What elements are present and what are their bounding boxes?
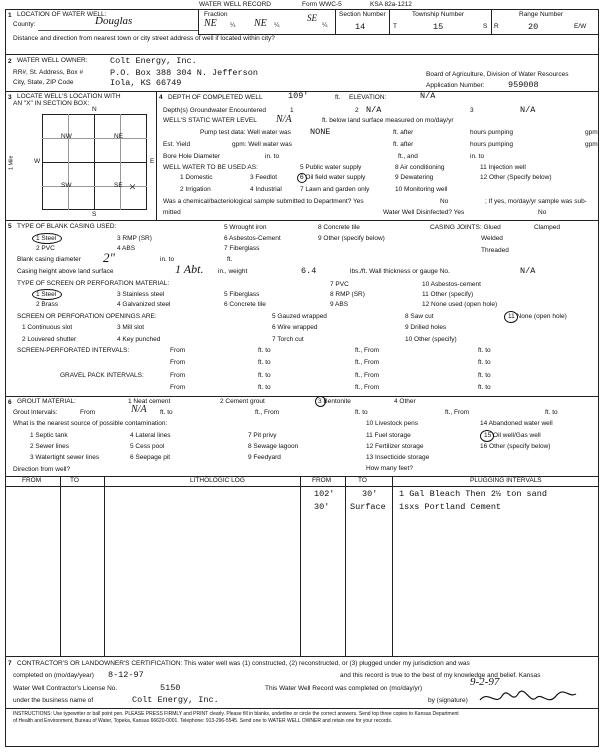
- board-text: Board of Agriculture, Division of Water Resources: [426, 71, 569, 78]
- use-other[interactable]: 12 Other (Specify below): [480, 174, 552, 181]
- business-value[interactable]: Colt Energy, Inc.: [132, 695, 219, 705]
- lithologic-header: LITHOLOGIC LOG: [190, 477, 245, 484]
- weight-label: in., weight: [218, 268, 248, 275]
- ft-to: ft. to: [478, 372, 491, 379]
- contamination-label: What is the nearest source of possible contamination:: [13, 420, 168, 427]
- ft-to: ft. to: [545, 409, 558, 416]
- form-number: Form WWC-5: [302, 1, 342, 8]
- south-label: S: [92, 211, 97, 218]
- contam-feedyard[interactable]: 9 Feedyard: [248, 454, 281, 461]
- diameter-label: Blank casing diameter: [17, 256, 81, 263]
- mitted: mitted: [163, 209, 181, 216]
- section-2-number: 2: [8, 58, 12, 65]
- screen-stainless[interactable]: 3 Stainless steel: [117, 291, 165, 298]
- ft-label: ft.: [335, 94, 341, 101]
- use-injection[interactable]: 11 Injection well: [480, 164, 526, 171]
- address-value[interactable]: P.O. Box 388 304 N. Jefferson: [110, 68, 258, 78]
- in-to: in. to: [470, 153, 485, 160]
- signature[interactable]: [478, 688, 578, 708]
- use-irrigation[interactable]: 2 Irrigation: [180, 186, 211, 193]
- contam-privy[interactable]: 7 Pit privy: [248, 432, 277, 439]
- east-label: E: [150, 158, 155, 165]
- lbs-label: lbs./ft. Wall thickness or gauge No.: [350, 268, 450, 275]
- owner-value[interactable]: Colt Energy, Inc.: [110, 56, 197, 66]
- opening-continuous[interactable]: 1 Continuous slot: [22, 324, 73, 331]
- opening-gauzed[interactable]: 5 Gauzed wrapped: [272, 313, 327, 320]
- plug-row-1-to[interactable]: 30': [362, 489, 378, 499]
- record-date-value[interactable]: 9-2-97: [470, 676, 500, 688]
- contam-cess[interactable]: 5 Cess pool: [130, 443, 165, 450]
- plug-from-header: FROM: [312, 477, 332, 484]
- ft-to: ft. to: [355, 409, 368, 416]
- use-oilfield-circle: [297, 173, 307, 183]
- quarter-mark: ¼: [322, 22, 328, 29]
- use-feedlot[interactable]: 3 Feedlot: [250, 174, 278, 181]
- opening-drilled[interactable]: 9 Drilled holes: [405, 324, 447, 331]
- casing-other[interactable]: 9 Other (specify below): [318, 235, 385, 242]
- range-label: Range Number: [519, 11, 564, 18]
- use-lawn[interactable]: 7 Lawn and garden only: [300, 186, 370, 193]
- ft-from: ft., From: [355, 372, 380, 379]
- depth-value[interactable]: 109': [288, 91, 309, 101]
- township-value[interactable]: 15: [433, 22, 444, 32]
- city-value[interactable]: Iola, KS 66749: [110, 78, 182, 88]
- use-air[interactable]: 8 Air conditioning: [395, 164, 445, 171]
- plugging-header: PLUGGING INTERVALS: [470, 477, 542, 484]
- grout-bentonite-circle: [315, 396, 326, 407]
- plug-row-1-text[interactable]: 1 Gal Bleach Then 2½ ton sand: [399, 489, 547, 499]
- opening-wire[interactable]: 6 Wire wrapped: [272, 324, 318, 331]
- groundwater-label: Depth(s) Groundwater Encountered: [163, 107, 266, 114]
- elevation-value[interactable]: N/A: [420, 91, 436, 101]
- gw-3: 3: [470, 107, 474, 114]
- signature-label: by (signature): [428, 697, 468, 704]
- application-label: Application Number:: [426, 82, 485, 89]
- nw-label: NW: [61, 133, 72, 140]
- use-dewatering[interactable]: 9 Dewatering: [395, 174, 434, 181]
- township-t: T: [393, 23, 397, 30]
- contam-fuel[interactable]: 11 Fuel storage: [366, 432, 411, 439]
- ft-and: ft., and: [398, 153, 418, 160]
- well-x-mark[interactable]: ×: [128, 179, 137, 194]
- contam-septic[interactable]: 1 Septic tank: [30, 432, 68, 439]
- quarter-mark: ¼: [274, 22, 280, 29]
- fraction-q3[interactable]: SE: [307, 13, 317, 23]
- mile-label: 1 Mile: [8, 155, 15, 171]
- chem-no[interactable]: No: [440, 198, 449, 205]
- township-label: Township Number: [412, 11, 465, 18]
- use-domestic[interactable]: 1 Domestic: [180, 174, 213, 181]
- use-oilfield[interactable]: 6 Oil field water supply: [300, 174, 366, 181]
- opening-none-circle: [504, 311, 518, 323]
- screen-asbestos[interactable]: 10 Asbestos-cement: [422, 281, 481, 288]
- plug-row-2-to[interactable]: Surface: [350, 502, 386, 512]
- grout-intervals-label: Grout Intervals:: [13, 409, 58, 416]
- ft-from: ft., From: [445, 409, 470, 416]
- ft-from: ft., From: [355, 384, 380, 391]
- screen-rmp[interactable]: 8 RMP (SR): [330, 291, 365, 298]
- grout-other[interactable]: 4 Other: [394, 398, 416, 405]
- range-ew: E/W: [574, 23, 587, 30]
- diameter-value[interactable]: 2": [103, 250, 115, 265]
- and-record-text: and this record is true to the best of my knowledge and belief. Kansas: [340, 672, 541, 679]
- county-value[interactable]: Douglas: [95, 15, 133, 27]
- section-6-number: 6: [8, 399, 12, 406]
- in-to: in. to: [265, 153, 280, 160]
- grout-cement[interactable]: 2 Cement grout: [220, 398, 265, 405]
- from: From: [170, 384, 186, 391]
- casing-pvc[interactable]: 2 PVC: [36, 245, 55, 252]
- screen-label: TYPE OF SCREEN OR PERFORATION MATERIAL:: [17, 280, 170, 287]
- range-value[interactable]: 20: [528, 22, 539, 32]
- opening-torch[interactable]: 7 Torch cut: [272, 336, 304, 343]
- license-value[interactable]: 5150: [160, 683, 181, 693]
- casing-concrete[interactable]: 8 Concrete tile: [318, 224, 360, 231]
- plug-to-header: TO: [358, 477, 367, 484]
- owner-label: WATER WELL OWNER:: [17, 57, 88, 64]
- fraction-label: Fraction: [204, 11, 228, 18]
- disinfected-no[interactable]: No: [538, 209, 547, 216]
- locate-title: LOCATE WELL'S LOCATION WITH: [17, 93, 121, 100]
- ne-label: NE: [114, 133, 124, 140]
- contam-oilgas-circle: [480, 430, 494, 442]
- certification-text: CONTRACTOR'S OR LANDOWNER'S CERTIFICATION: This water well was (1) constructed, (2) reconstructed, or (3) plugged under my jurisdiction and was: [17, 660, 470, 667]
- screen-fiberglass[interactable]: 5 Fiberglass: [224, 291, 260, 298]
- distance-question: Distance and direction from nearest town or city street address of well if located within city?: [13, 35, 275, 42]
- yield-gpm: gpm: Well water was: [232, 141, 292, 148]
- west-label: W: [34, 158, 41, 165]
- chem-sample: Was a chemical/bacteriological sample submitted to Department? Yes: [163, 198, 364, 205]
- direction-label: Direction from well?: [13, 466, 71, 473]
- how-many-feet: How many feet?: [366, 465, 413, 472]
- opening-saw[interactable]: 8 Saw cut: [405, 313, 434, 320]
- address-label: RR#, St. Address, Box #: [13, 69, 84, 76]
- grout-label: GROUT MATERIAL:: [17, 398, 76, 405]
- contam-fertilizer[interactable]: 12 Fertilizer storage: [366, 443, 424, 450]
- log-to-header: TO: [70, 477, 79, 484]
- casing-abs[interactable]: 4 ABS: [117, 245, 136, 252]
- contam-lateral[interactable]: 4 Lateral lines: [130, 432, 171, 439]
- use-monitoring[interactable]: 10 Monitoring well: [395, 186, 448, 193]
- ft-to: ft. to: [258, 359, 271, 366]
- use-label: WELL WATER TO BE USED AS:: [163, 164, 258, 171]
- section-7-number: 7: [8, 660, 12, 667]
- openings-label: SCREEN OR PERFORATION OPENINGS ARE:: [17, 313, 157, 320]
- after-label: ft. after: [393, 129, 414, 136]
- ft-to: ft. to: [478, 384, 491, 391]
- pump-test-value[interactable]: NONE: [310, 127, 331, 137]
- fraction-q2[interactable]: NE: [254, 18, 267, 29]
- instructions-line-2: of Health and Environment, Bureau of Water, Topeka, Kansas 66620-0001. Telephone: 913-296-5545. Send one to WATER WELL OWNER and retain one for your records.: [13, 718, 393, 724]
- hours-label: hours pumping: [470, 141, 513, 148]
- sample-date: ; If yes, mo/day/yr sample was sub-: [485, 198, 587, 205]
- license-label: Water Well Contractor's License No.: [13, 685, 118, 692]
- plug-row-2-text[interactable]: 1sxs Portland Cement: [399, 502, 502, 512]
- bore-label: Bore Hole Diameter: [163, 153, 221, 160]
- record-completed-text: This Water Well Record was completed on (mo/day/yr): [265, 685, 423, 692]
- se-label: SE: [114, 182, 123, 189]
- joint-clamped[interactable]: Clamped: [534, 224, 561, 231]
- screen-steel[interactable]: 1 Steel: [36, 291, 57, 298]
- joint-welded[interactable]: Welded: [481, 235, 503, 242]
- ft-to: ft. to: [258, 372, 271, 379]
- opening-none[interactable]: 11 None (open hole): [508, 313, 567, 320]
- gw3-value[interactable]: N/A: [520, 105, 536, 115]
- yield-label: Est. Yield: [163, 141, 191, 148]
- location-label: LOCATION OF WATER WELL:: [17, 11, 107, 18]
- ft-label: ft.: [227, 256, 233, 263]
- gw-2: 2: [355, 107, 359, 114]
- contam-sewer[interactable]: 2 Sewer lines: [30, 443, 70, 450]
- ft-from: ft., From: [355, 347, 380, 354]
- completed-label: completed on (mo/day/year): [13, 672, 94, 679]
- from: From: [170, 347, 186, 354]
- contam-watertight[interactable]: 3 Watertight sewer lines: [30, 454, 100, 461]
- north-label: N: [92, 106, 97, 113]
- screen-pvc[interactable]: 7 PVC: [330, 281, 349, 288]
- gpm-label: gpm: [585, 141, 598, 148]
- screen-brass[interactable]: 2 Brass: [36, 301, 59, 308]
- instructions-line-1: INSTRUCTIONS: Use typewriter or ball point pen. PLEASE PRESS FIRMLY and PRINT clearly. Please fill in blanks, underline or circle the correct answers. Send top three copies to Kansas Department: [13, 711, 459, 717]
- contam-other[interactable]: 16 Other (specify below): [480, 443, 551, 450]
- contam-lagoon[interactable]: 8 Sewage lagoon: [248, 443, 299, 450]
- in-to: in. to: [160, 256, 175, 263]
- opening-other[interactable]: 10 Other (specify): [405, 336, 457, 343]
- plug-row-2-from[interactable]: 30': [314, 502, 330, 512]
- ksa-number: KSA 82a-1212: [370, 1, 412, 8]
- screen-none[interactable]: 12 None used (open hole): [422, 301, 498, 308]
- casing-rmp[interactable]: 3 RMP (SR): [117, 235, 152, 242]
- grout-interval-value[interactable]: N/A: [131, 404, 147, 415]
- section-5-number: 5: [8, 223, 12, 230]
- casing-label: TYPE OF BLANK CASING USED:: [17, 223, 117, 230]
- opening-key[interactable]: 4 Key punched: [117, 336, 161, 343]
- contam-oilgas[interactable]: 15 Oil well/Gas well: [484, 432, 541, 439]
- ft-from: ft., From: [355, 359, 380, 366]
- gravel-intervals-label: GRAVEL PACK INTERVALS:: [60, 372, 144, 379]
- gpm-label: gpm: [585, 129, 598, 136]
- range-r: R: [494, 23, 499, 30]
- grout-neat[interactable]: 1 Neat cement: [128, 398, 171, 405]
- from: From: [80, 409, 96, 416]
- gw2-value[interactable]: N/A: [366, 105, 382, 115]
- quarter-mark: ¼: [230, 22, 236, 29]
- contam-seepage[interactable]: 6 Seepage pit: [130, 454, 171, 461]
- static-level-label: WELL'S STATIC WATER LEVEL: [163, 117, 257, 124]
- screen-galvanized[interactable]: 4 Galvanized steel: [117, 301, 171, 308]
- casing-joints: CASING JOINTS: Glued: [430, 224, 501, 231]
- screen-other[interactable]: 11 Other (specify): [422, 291, 474, 298]
- elevation-label: ELEVATION:: [349, 94, 387, 101]
- height-label: Casing height above land surface: [17, 268, 114, 275]
- ft-to: ft. to: [478, 347, 491, 354]
- log-from-header: FROM: [22, 477, 42, 484]
- casing-fiberglass[interactable]: 7 Fiberglass: [224, 245, 260, 252]
- contam-insecticide[interactable]: 13 Insecticide storage: [366, 454, 430, 461]
- gauge-value[interactable]: N/A: [520, 266, 536, 276]
- weight-value[interactable]: 6.4: [301, 266, 317, 276]
- form-title: WATER WELL RECORD: [199, 1, 271, 8]
- section-4-number: 4: [159, 94, 163, 101]
- ft-to: ft. to: [258, 347, 271, 354]
- ft-to: ft. to: [258, 384, 271, 391]
- use-industrial[interactable]: 4 Industrial: [250, 186, 282, 193]
- opening-louvered[interactable]: 2 Louvered shutter: [22, 336, 77, 343]
- plug-row-1-from[interactable]: 102': [314, 489, 335, 499]
- township-s: S: [483, 23, 488, 30]
- city-label: City, State, ZIP Code: [13, 79, 74, 86]
- gw-1: 1: [290, 107, 294, 114]
- fraction-q1[interactable]: NE: [204, 18, 217, 29]
- section-number-value[interactable]: 14: [355, 22, 366, 32]
- use-public[interactable]: 5 Public water supply: [300, 164, 362, 171]
- section-3-number: 3: [8, 94, 12, 101]
- ft-to: ft. to: [478, 359, 491, 366]
- county-label: County:: [13, 21, 36, 28]
- depth-label: DEPTH OF COMPLETED WELL: [168, 94, 263, 101]
- application-value[interactable]: 959008: [508, 80, 539, 90]
- ft-to: ft. to: [160, 409, 173, 416]
- contam-abandoned[interactable]: 14 Abandoned water well: [480, 420, 553, 427]
- opening-mill[interactable]: 3 Mill slot: [117, 324, 145, 331]
- static-level-value[interactable]: N/A: [276, 114, 292, 125]
- static-rest: ft. below land surface measured on mo/day/yr: [322, 117, 454, 124]
- screen-intervals-label: SCREEN-PERFORATED INTERVALS:: [17, 347, 130, 354]
- height-value[interactable]: 1 Abt.: [175, 262, 204, 276]
- completed-value[interactable]: 8-12-97: [108, 670, 144, 680]
- sw-label: SW: [61, 182, 72, 189]
- joint-threaded[interactable]: Threaded: [481, 247, 509, 254]
- from: From: [170, 372, 186, 379]
- screen-concrete[interactable]: 6 Concrete tile: [224, 301, 266, 308]
- casing-asbestos[interactable]: 6 Asbestos-Cement: [224, 235, 281, 242]
- section-1-number: 1: [8, 12, 12, 19]
- business-label: under the business name of: [13, 697, 94, 704]
- screen-abs[interactable]: 9 ABS: [330, 301, 349, 308]
- disinfected: Water Well Disinfected? Yes: [383, 209, 465, 216]
- section-number-label: Section Number: [339, 11, 386, 18]
- pump-test-label: Pump test data: Well water was: [200, 129, 291, 136]
- screen-steel-circle: [32, 289, 62, 300]
- hours-label: hours pumping: [470, 129, 513, 136]
- from: From: [170, 359, 186, 366]
- casing-steel[interactable]: 1 Steel: [36, 235, 57, 242]
- casing-wrought[interactable]: 5 Wrought iron: [224, 224, 267, 231]
- after-label: ft. after: [393, 141, 414, 148]
- casing-steel-circle: [32, 233, 62, 244]
- grout-bentonite[interactable]: 3 Bentonite: [318, 398, 351, 405]
- contam-livestock[interactable]: 10 Livestock pens: [366, 420, 419, 427]
- ft-from: ft., From: [255, 409, 280, 416]
- locate-title-2: AN "X" IN SECTION BOX:: [13, 100, 90, 107]
